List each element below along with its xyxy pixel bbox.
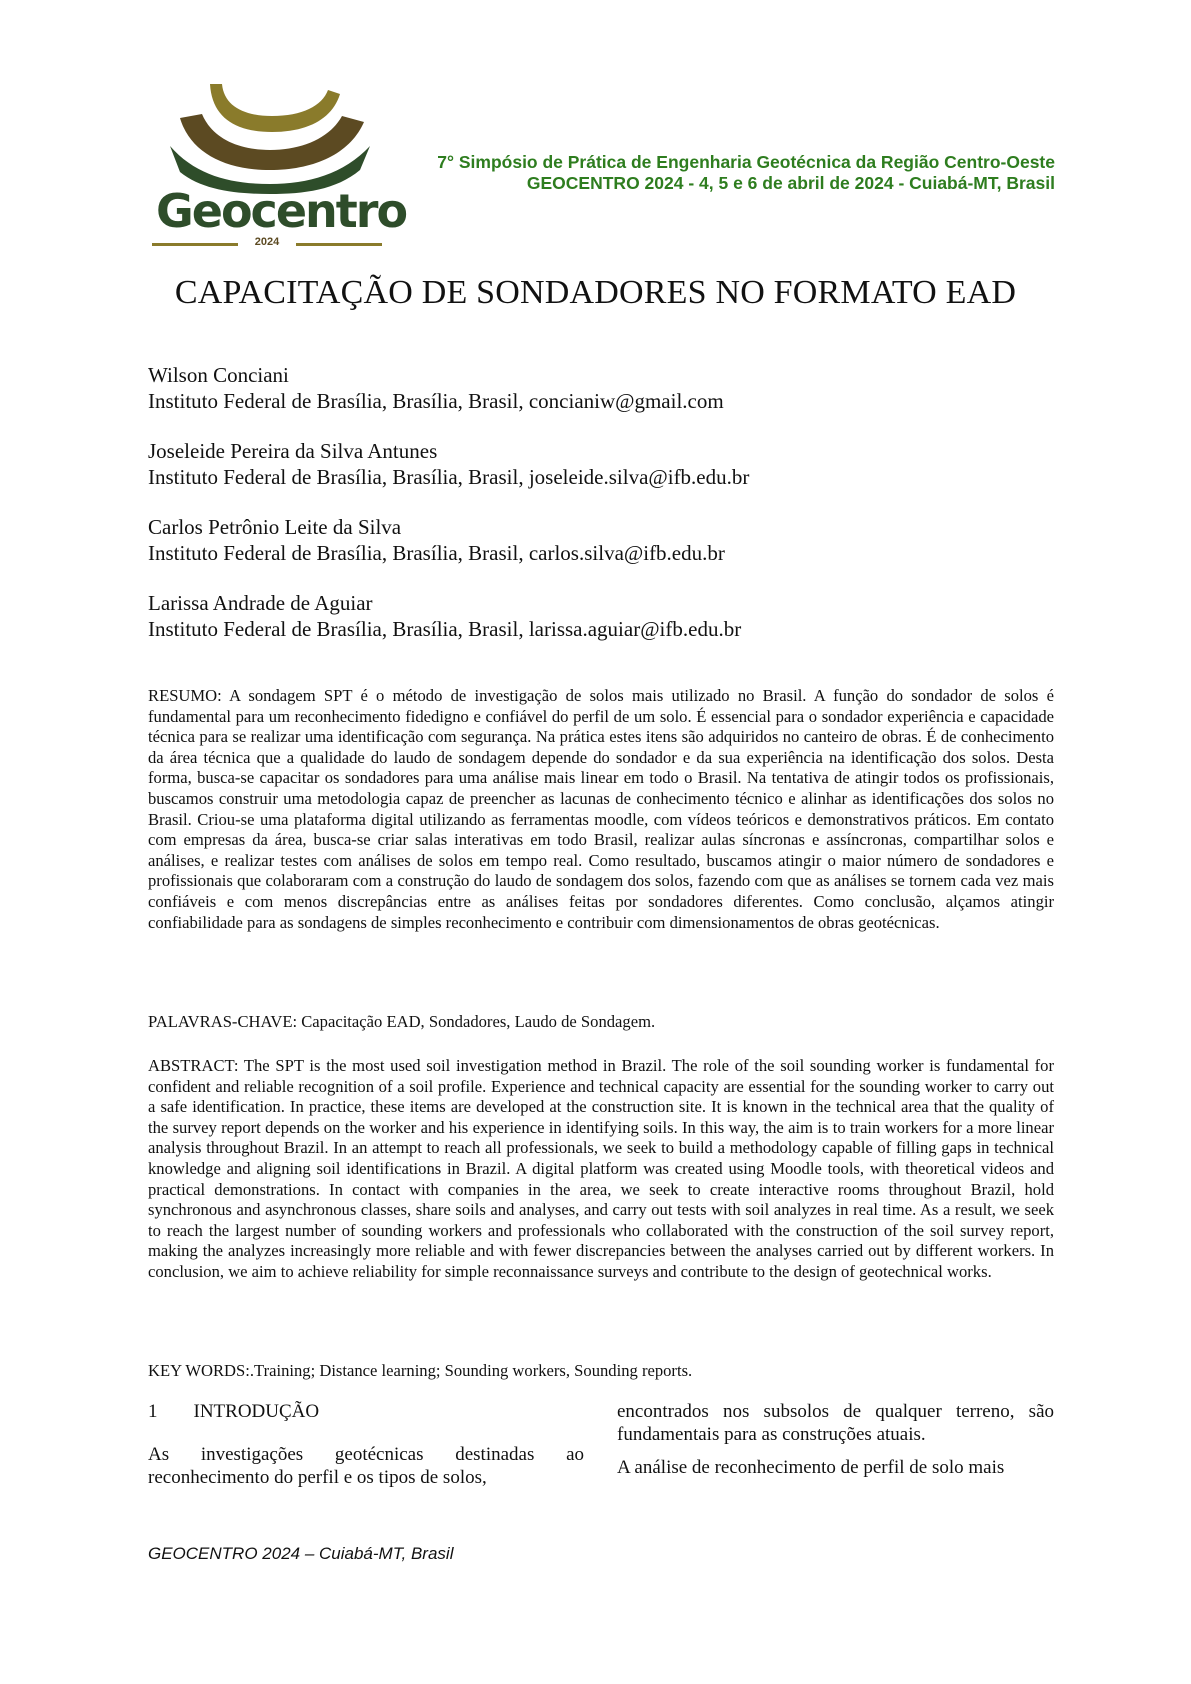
author-block [148,438,749,490]
body-paragraph: As investigações geotécnicas destinadas ao reconhecimento do perfil e os tipos de solos, [148,1444,584,1488]
author-affiliation: Instituto Federal de Brasília, Brasília, Brasil, larissa.aguiar@ifb.edu.br [148,617,742,641]
section-number: 1 [148,1401,158,1422]
logo-arcs-icon [152,84,382,194]
geocentro-logo [152,84,407,254]
page-footer: GEOCENTRO 2024 – Cuiabá-MT, Brasil [148,1544,454,1563]
author-block [148,514,749,566]
author-name: Larissa Andrade de Aguiar [148,591,373,615]
author-list [148,362,749,666]
conference-header [437,152,1055,194]
abstract-paragraph: ABSTRACT: The SPT is the most used soil investigation method in Brazil. The role of the soil sounding worker is fundamental for confident and reliable recognition of a soil profile. Experience and technical capacity are essential for the sounding worker to carry out a safe identification. In practice, these items are developed at the construction site. It is known in the technical area that the quality of the survey report depends on the worker and his experience in identifying soils. In this way, the aim is to train workers for a more linear analysis throughout Brazil. In an attempt to reach all professionals, we seek to build a methodology capable of filling gaps in technical knowledge and aligning soil identifications in Brazil. A digital platform was created using Moodle tools, with theoretical videos and practical demonstrations. In contact with companies in the area, we seek to create interactive rooms throughout Brazil, hold synchronous and asynchronous classes, share soils and analyses, and carry out tests with soil analyzes in real time. As a result, we seek to reach the largest number of sounding workers and professionals who collaborated with the construction of the soil survey report, making the analyzes increasingly more reliable and with fewer discrepancies between the analyses carried out by different workers. In conclusion, we aim to achieve reliability for simple reconnaissance surveys and contribute to the design of geotechnical works. [148,1056,1054,1281]
author-block [148,590,749,642]
author-affiliation: Instituto Federal de Brasília, Brasília, Brasil, carlos.silva@ifb.edu.br [148,541,725,565]
key-words: KEY WORDS:.Training; Distance learning; Sounding workers, Sounding reports. [148,1361,693,1380]
author-affiliation: Instituto Federal de Brasília, Brasília, Brasil, concianiw@gmail.com [148,389,724,413]
author-name: Joseleide Pereira da Silva Antunes [148,439,438,463]
paper-title: CAPACITAÇÃO DE SONDADORES NO FORMATO EAD [174,274,1017,311]
author-block [148,362,749,414]
section-heading [148,1400,584,1423]
logo-wordmark: Geocentro [156,184,407,238]
conference-line-2: GEOCENTRO 2024 - 4, 5 e 6 de abril de 2024 - Cuiabá-MT, Brasil [526,173,1055,193]
palavras-chave: PALAVRAS-CHAVE: Capacitação EAD, Sondadores, Laudo de Sondagem. [148,1012,656,1031]
resumo-paragraph: RESUMO: A sondagem SPT é o método de investigação de solos mais utilizado no Brasil. A função do sondador de solos é fundamental para um reconhecimento fidedigno e confiável do perfil de um solo. É essencial para o sondador experiência e capacidade técnica para se realizar uma identificação com segurança. Na prática estes itens são adquiridos no canteiro de obras. É de conhecimento da área técnica que a qualidade do laudo de sondagem depende do sondador e da sua experiência na identificação dos solos. Desta forma, busca-se capacitar os sondadores para uma análise mais linear em todo o Brasil. Na tentativa de atingir todos os profissionais, buscamos construir uma metodologia capaz de preencher as lacunas de conhecimento técnico e alinhar as identificações dos solos no Brasil. Criou-se uma plataforma digital utilizando as ferramentas moodle, com vídeos teóricos e demonstrativos práticos. Em contato com empresas da área, busca-se criar salas interativas em todo Brasil, realizar aulas síncronas e assíncronas, compartilhar solos e análises, e realizar testes com análises de solos em tempo real. Como resultado, buscamos atingir o maior número de sondadores e profissionais que colaboraram com a construção do laudo de sondagem dos solos, fazendo com que as análises se tornem cada vez mais confiáveis e com menos discrepâncias entre as análises feitas por sondadores diferentes. Como conclusão, alçamos atingir confiabilidade para as sondagens de simples reconhecimento e contribuir com dimensionamentos de obras geotécnicas. [148,686,1054,932]
body-column-left [148,1400,584,1499]
logo-divider-right [296,243,382,246]
body-paragraph: A análise de reconhecimento de perfil de solo mais [617,1457,1005,1478]
author-name: Wilson Conciani [148,363,289,387]
author-affiliation: Instituto Federal de Brasília, Brasília, Brasil, joseleide.silva@ifb.edu.br [148,465,750,489]
author-name: Carlos Petrônio Leite da Silva [148,515,402,539]
body-paragraph: encontrados nos subsolos de qualquer terreno, são fundamentais para as construções atuais. [617,1401,1054,1445]
body-column-right [617,1400,1054,1489]
conference-line-1: 7° Simpósio de Prática de Engenharia Geotécnica da Região Centro-Oeste [437,152,1055,172]
logo-year: 2024 [254,236,280,248]
section-title: INTRODUÇÃO [193,1401,320,1422]
